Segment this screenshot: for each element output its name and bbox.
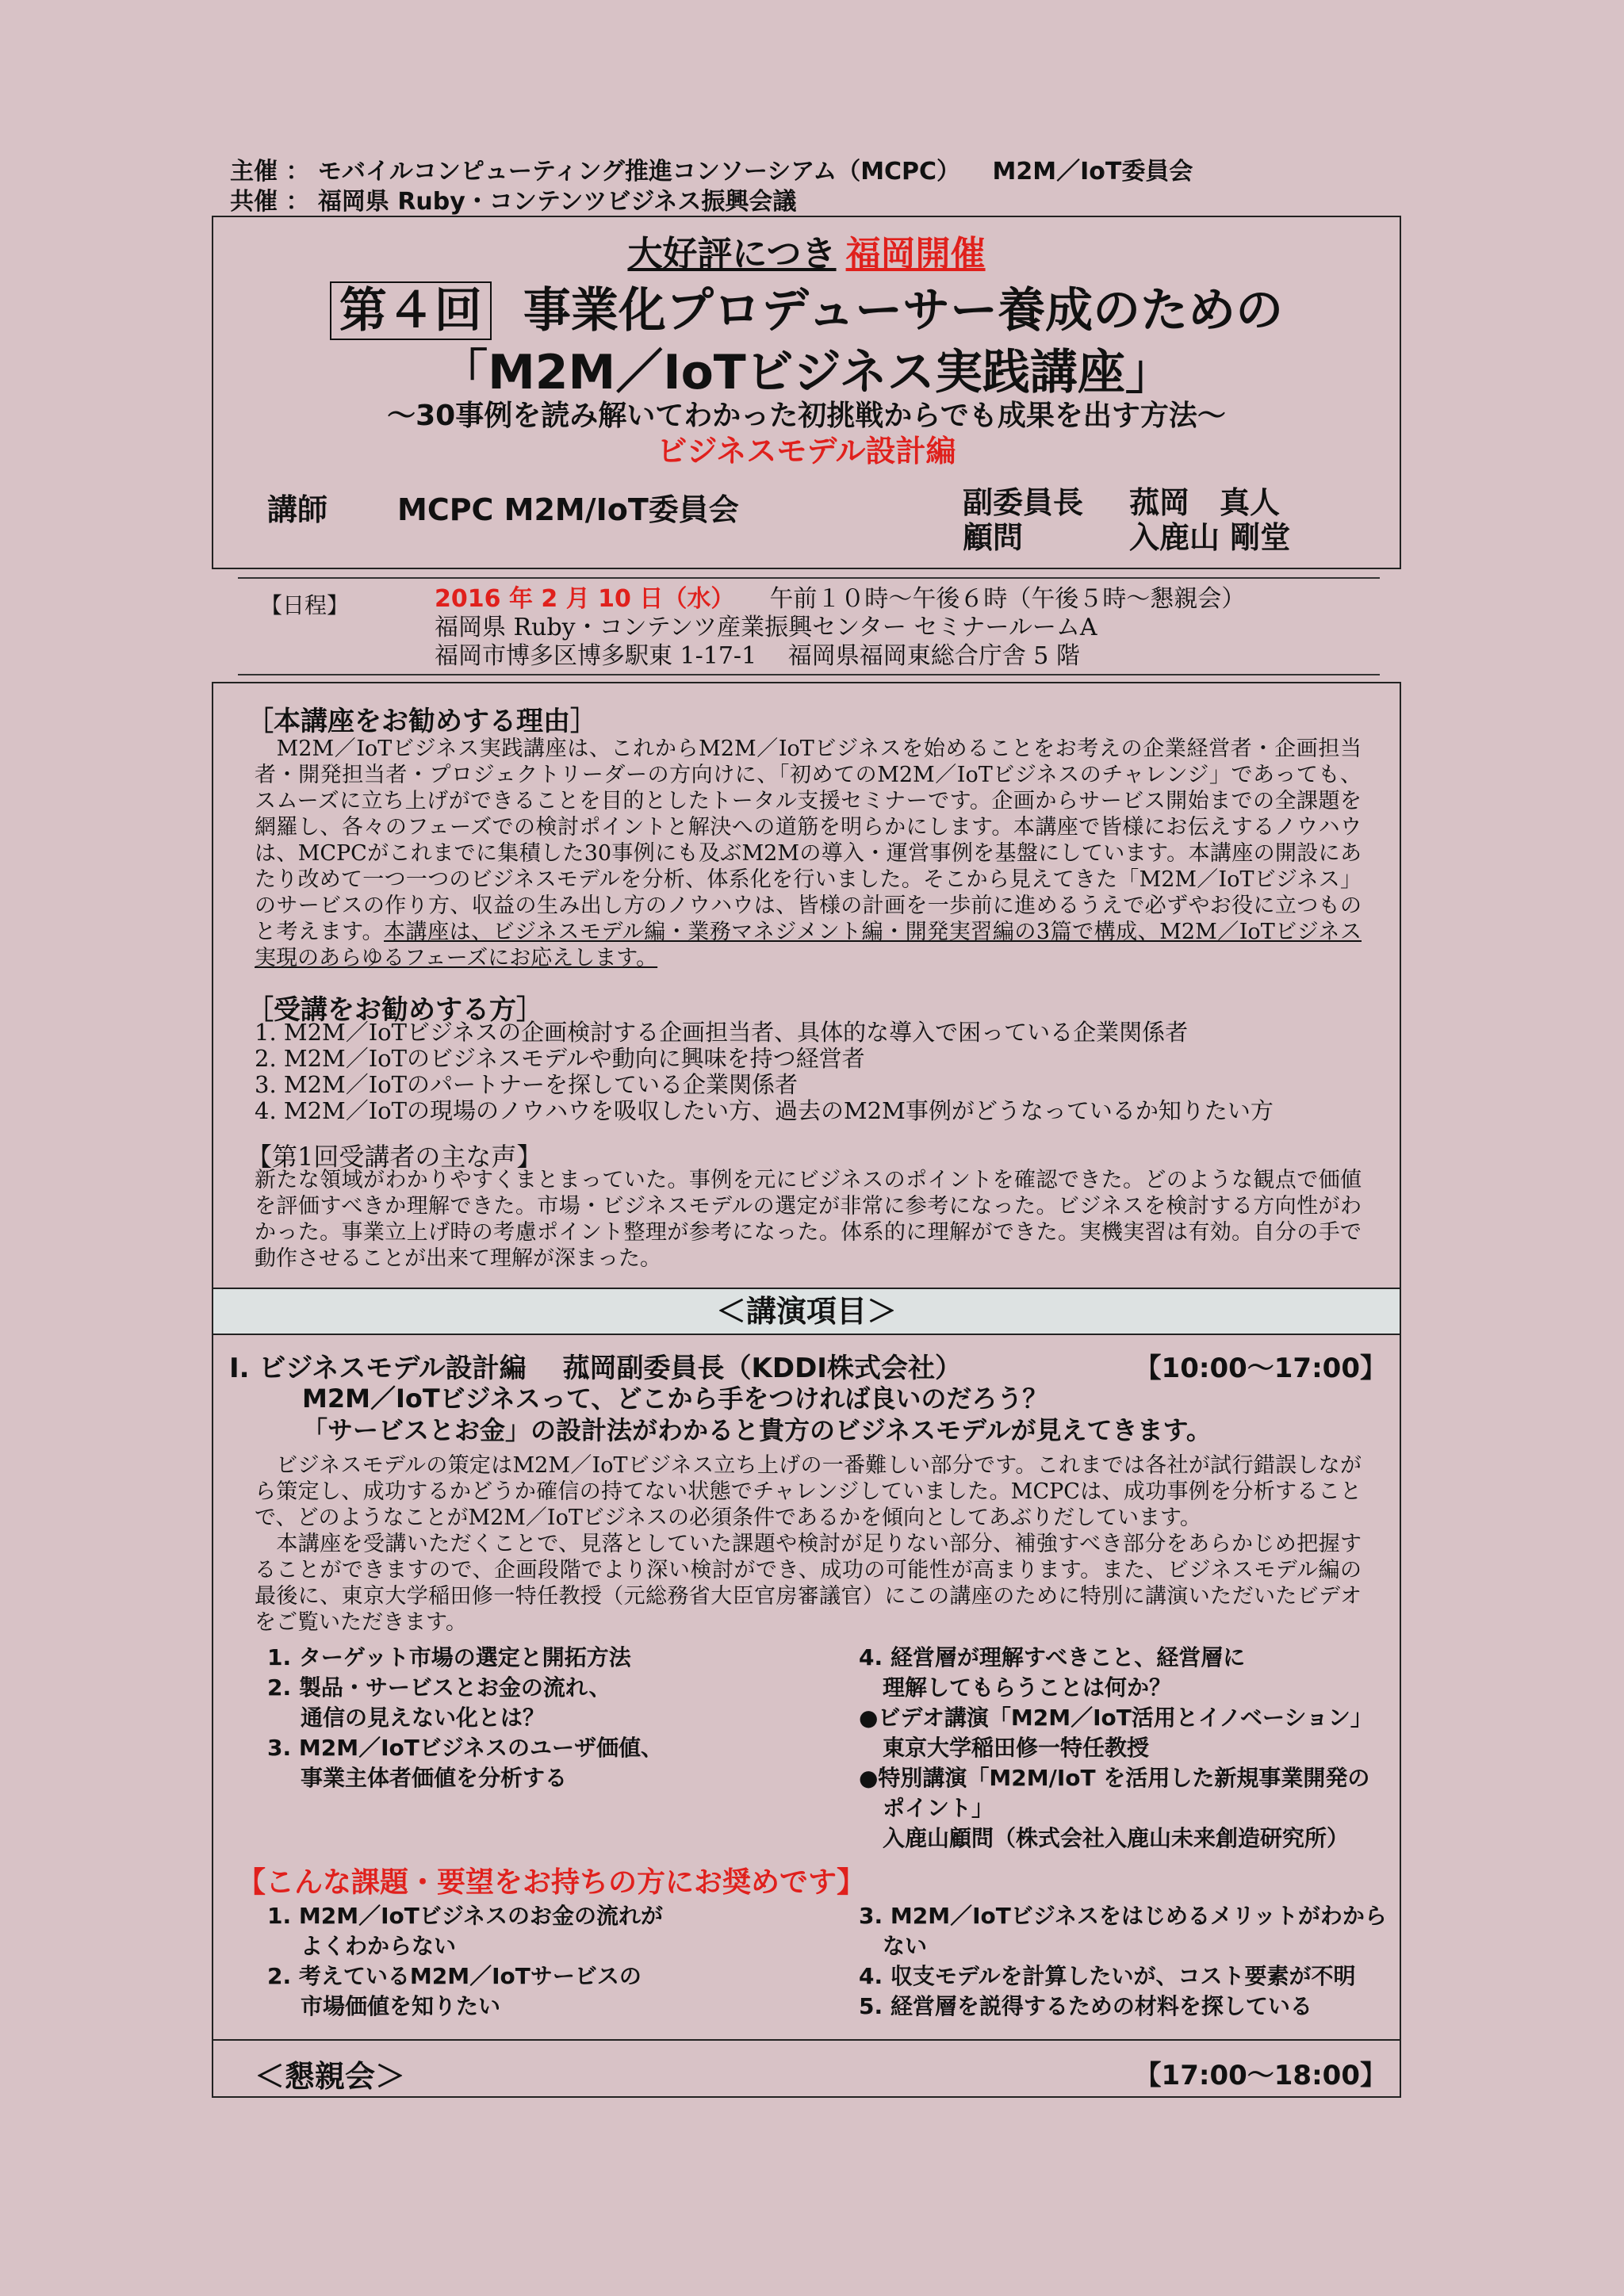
reception-time: 【17:00～18:00】 (1134, 2060, 1387, 2091)
lecturer-role1: 副委員長 (963, 485, 1084, 520)
program-item-cont: 事業主体者価値を分析する (301, 1765, 568, 1791)
reasons-text: M2M／IoTビジネス実践講座は、これからM2M／IoTビジネスを始めることをお考えの企業経営者・企画担当者・開発担当者・プロジェクトリーダーの方向けに、「初めてのM2M／IoTビジネスのチャレンジ」であっても、スムーズに立ち上げができることを目的としたトータル支援セミナーです。企画からサービス開始までの全課題を網羅し、各々のフェーズでの検討ポイントと解決への道筋を明らかにします。本講座で皆様にお伝えするノウハウは、MCPCがこれまでに集積した30事例にも及ぶM2Mの導入・運営事例を基盤にしています。本講座の開設にあたり改めて一つ一つのビジネスモデルを分析、体系化を行いました。そこから見えてきた「M2M／IoTビジネス」のサービスの作り方、収益の生み出し方のノウハウは、皆様の計画を一歩前に進めるうえで必ずやお役に立つものと考えます。 (255, 737, 1362, 944)
voices-body: 新たな領域がわかりやすくまとまっていた。事例を元にビジネスのポイントを確認できた。どのような観点で価値を評価すべきか理解できた。市場・ビジネスモデルの選定が非常に参考になった。ビジネスを検討する方向性がわかった。事業立上げ時の考慮ポイント整理が参考になった。体系的に理解ができた。実機実習は有効。自分の手で動作させることが出来て理解が深まった。 (255, 1168, 1362, 1271)
program-item: 3. M2M／IoTビジネスのユーザ価値、 (267, 1735, 663, 1761)
popular-red: 福岡開催 (845, 234, 986, 274)
schedule-venue: 福岡県 Ruby・コンテンツ産業振興センター セミナールームA (435, 614, 1097, 641)
lecturer-role2: 顧問 (963, 520, 1024, 555)
program-desc1: ビジネスモデルの策定はM2M／IoTビジネス立ち上げの一番難しい部分です。これまでは各社が試行錯誤しながら策定し、成功するかどうか確信の持てない状態でチャレンジしていました。MCPCは、成功事例を分析することで、どのようなことがM2M／IoTビジネスの必須条件であるかを傾向としてあぶりだしています。 (255, 1453, 1362, 1530)
program-item: 4. 経営層が理解すべきこと、経営層に (859, 1644, 1246, 1670)
program-item-cont: 入鹿山顧問（株式会社入鹿山未来創造研究所） (883, 1825, 1350, 1851)
schedule-address: 福岡市博多区博多駅東 1-17-1 福岡県福岡東総合庁舎 5 階 (435, 642, 1080, 670)
program-item-cont: ポイント」 (883, 1795, 994, 1821)
schedule-time: 午前１０時～午後６時（午後５時～懇親会） (769, 585, 1246, 613)
lecturer-label: 講師 (267, 492, 328, 527)
part-subtitle (302, 1383, 1212, 1446)
audience-heading: ［受講をお勧めする方］ (247, 994, 543, 1026)
program-item: 2. 製品・サービスとお金の流れ、 (267, 1674, 611, 1701)
audience-item: 4. M2M／IoTの現場のノウハウを吸収したい方、過去のM2M事例がどうなっているか知りたい方 (255, 1097, 1274, 1124)
reception-row (213, 2039, 1400, 2098)
subtitle: ～30事例を読み解いてわかった初挑戦からでも成果を出す方法～ (387, 400, 1226, 432)
lecturer-names (963, 485, 1290, 555)
recommend-item: 4. 収支モデルを計算したいが、コスト要素が不明 (859, 1963, 1356, 1989)
voices-heading: 【第1回受講者の主な声】 (247, 1142, 542, 1172)
recommend-item: 2. 考えているM2M／IoTサービスの (267, 1963, 642, 1989)
audience-item: 3. M2M／IoTのパートナーを探している企業関係者 (255, 1071, 798, 1098)
reasons-body (255, 736, 1362, 971)
program-item: 1. ターゲット市場の選定と開拓方法 (267, 1644, 631, 1670)
schedule-date: 2016 年 2 月 10 日（水） (435, 585, 735, 613)
lecturer-org: MCPC M2M/IoT委員会 (397, 492, 739, 527)
recommend-item-cont: よくわからない (301, 1933, 457, 1959)
recommend-item: 1. M2M／IoTビジネスのお金の流れが (267, 1903, 663, 1929)
program-left-items (267, 1643, 663, 1793)
recommend-item: 5. 経営層を説得するための材料を探している (859, 1993, 1312, 2019)
program-desc (255, 1452, 1362, 1636)
sponsors (230, 157, 1193, 217)
program-special-lecture: ●特別講演「M2M/IoT を活用した新規事業開発の (859, 1765, 1370, 1791)
host-line: 主催 ： モバイルコンピューティング推進コンソーシアム（MCPC） M2M／IoT委員会 (230, 158, 1193, 186)
reasons-underlined: 本講座は、ビジネスモデル編・業務マネジメント編・開発実習編の3篇で構成、M2M／IoTビジネス実現のあらゆるフェーズにお応えします。 (255, 920, 1362, 970)
recommend-left-items (267, 1901, 663, 2022)
program-item-cont: 通信の見えない化とは？ (301, 1705, 546, 1731)
reception-label: ＜懇親会＞ (255, 2059, 406, 2094)
part-time: 【10:00～17:00】 (1134, 1353, 1387, 1384)
reasons-heading: ［本講座をお勧めする理由］ (247, 706, 597, 737)
audience-item: 2. M2M／IoTのビジネスモデルや動向に興味を持つ経営者 (255, 1045, 865, 1072)
program-right-items (859, 1643, 1373, 1854)
program-video-lecture: ●ビデオ講演「M2M／IoT活用とイノベーション」 (859, 1705, 1373, 1731)
edition-name: ビジネスモデル設計編 (657, 434, 956, 469)
audience-list (255, 1020, 1274, 1124)
program-item-cont: 理解してもらうことは何か？ (883, 1674, 1172, 1701)
cohost-line: 共催 ： 福岡県 Ruby・コンテンツビジネス振興会議 (230, 188, 797, 216)
part-sub2: 「サービスとお金」の設計法がわかると貴方のビジネスモデルが見えてきます。 (302, 1415, 1212, 1445)
recommend-heading: 【こんな課題・要望をお持ちの方にお奨めです】 (237, 1866, 866, 1899)
recommend-item-cont: 市場価値を知りたい (301, 1993, 501, 2019)
session-number: 第４回 (330, 281, 492, 340)
title-line1-text: 事業化プロデューサー養成のための (523, 283, 1284, 339)
lecturer-name2: 入鹿山 剛堂 (1129, 520, 1291, 555)
program-desc2: 本講座を受講いただくことで、見落としていた課題や検討が足りない部分、補強すべき部分をあらかじめ把握することができますので、企画段階でより深い検討ができ、成功の可能性が高まります。また、ビジネスモデル編の最後に、東京大学稲田修一特任教授（元総務省大臣官房審議官）にこの講座のために特別に講演いただいたビデオをご覧いただきます。 (255, 1532, 1362, 1635)
title-line1 (213, 273, 1400, 341)
popular-prefix: 大好評につき (627, 234, 837, 274)
popular-banner (213, 225, 1400, 276)
schedule-label: 【日程】 (260, 592, 350, 618)
recommend-item-cont: ない (883, 1933, 928, 1959)
schedule-lines (435, 585, 1245, 671)
program-item-cont: 東京大学稲田修一特任教授 (883, 1735, 1150, 1761)
recommend-item: 3. M2M／IoTビジネスをはじめるメリットがわから (859, 1903, 1387, 1929)
recommend-right-items (859, 1901, 1387, 2022)
main-content-box (212, 682, 1401, 2098)
audience-item: 1. M2M／IoTビジネスの企画検討する企画担当者、具体的な導入で困っている企業関係者 (255, 1019, 1189, 1046)
lecturer-name1: 菰岡 真人 (1129, 485, 1281, 520)
schedule (238, 577, 1380, 675)
program-band: ＜講演項目＞ (213, 1288, 1400, 1335)
part-sub1: M2M／IoTビジネスって、どこから手をつければ良いのだろう？ (302, 1383, 1048, 1414)
part-title: Ⅰ. ビジネスモデル設計編 菰岡副委員長（KDDI株式会社） (229, 1353, 962, 1384)
title-box (212, 216, 1401, 569)
title-line2: 「M2M／IoTビジネス実践講座」 (440, 345, 1173, 400)
